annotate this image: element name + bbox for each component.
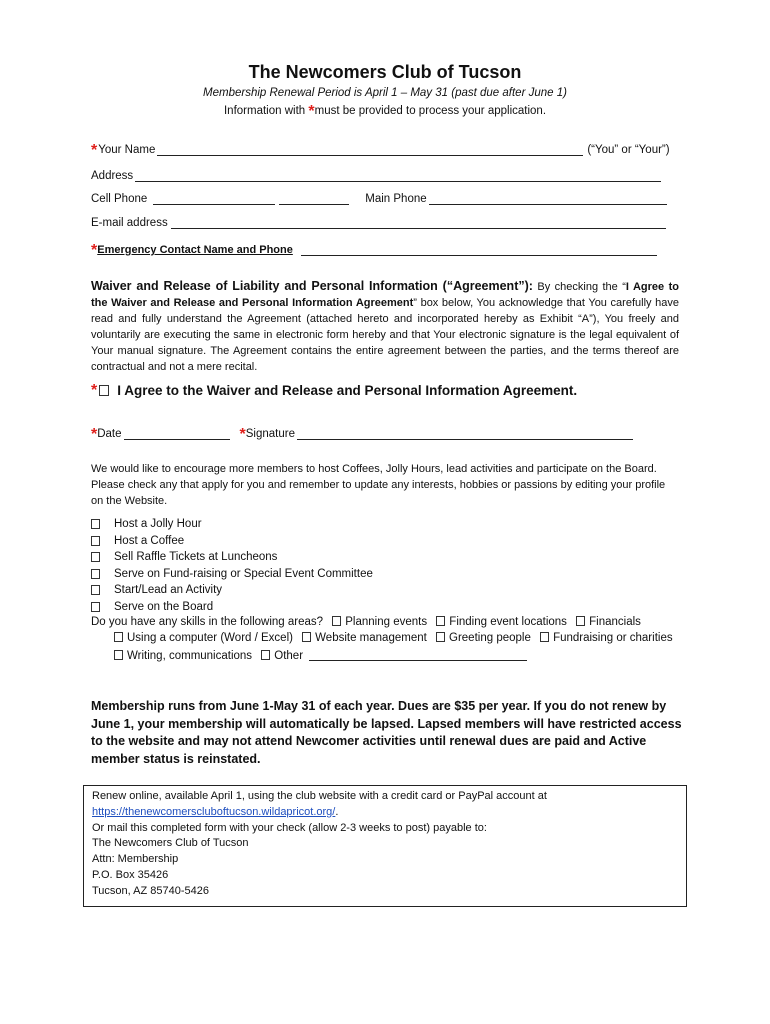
- mail-address-line-4: Tucson, AZ 85740-5426: [92, 884, 210, 897]
- date-field[interactable]: [124, 427, 230, 440]
- date-label: Date: [97, 428, 122, 440]
- your-name-suffix: (“You” or “Your”): [587, 144, 670, 156]
- list-item: Sell Raffle Tickets at Luncheons: [91, 549, 373, 566]
- skill-checkbox[interactable]: [436, 632, 445, 642]
- other-skill-field[interactable]: [309, 648, 527, 661]
- list-item: Serve on the Board: [91, 599, 373, 616]
- list-item: Serve on Fund-raising or Special Event Committee: [91, 566, 373, 583]
- emergency-contact-field[interactable]: [301, 243, 657, 256]
- option-checkbox[interactable]: [91, 519, 100, 529]
- agree-row: [91, 383, 577, 398]
- required-info-note: Information with *must be provided to process your application.: [223, 103, 547, 120]
- option-checkbox[interactable]: [91, 569, 100, 579]
- your-name-row: [91, 142, 670, 159]
- address-row: [91, 169, 661, 182]
- required-mark: *: [239, 426, 246, 443]
- cell-phone-label: Cell Phone: [91, 193, 148, 205]
- skills-row-2: Using a computer (Word / Excel) Website management Greeting people Fundraising or charities: [108, 632, 673, 644]
- skills-row-3: Writing, communications Other: [108, 648, 527, 662]
- skill-checkbox[interactable]: [302, 632, 311, 642]
- club-website-link[interactable]: https://thenewcomerscluboftucson.wildapricot.org/: [92, 805, 336, 818]
- skill-checkbox[interactable]: [540, 632, 549, 642]
- signature-field[interactable]: [297, 427, 633, 440]
- main-phone-label: Main Phone: [365, 193, 427, 205]
- address-field[interactable]: [135, 169, 661, 182]
- required-mark: *: [91, 426, 98, 443]
- volunteer-options: [91, 516, 373, 615]
- option-checkbox[interactable]: [91, 602, 100, 612]
- emergency-contact-label: Emergency Contact Name and Phone: [97, 244, 293, 256]
- skill-checkbox[interactable]: [114, 632, 123, 642]
- required-mark: *: [91, 142, 98, 159]
- renew-online-text: Renew online, available April 1, using the club website with a credit card or PayPal account at: [92, 790, 547, 802]
- email-field[interactable]: [171, 216, 666, 229]
- form-title: The Newcomers Club of Tucson: [248, 62, 522, 82]
- required-mark: *: [91, 381, 98, 399]
- skill-checkbox[interactable]: [436, 616, 445, 626]
- email-label: E-mail address: [91, 217, 168, 229]
- cell-phone-field[interactable]: [153, 192, 275, 205]
- mail-address-line-2: Attn: Membership: [92, 853, 179, 866]
- skill-checkbox[interactable]: [261, 650, 270, 660]
- mail-address-line-3: P.O. Box 35426: [92, 868, 169, 881]
- skills-question: Do you have any skills in the following areas?: [91, 616, 324, 628]
- renewal-period-subtitle: Membership Renewal Period is April 1 – May 31 (past due after June 1): [203, 87, 567, 99]
- skill-checkbox[interactable]: [576, 616, 585, 626]
- waiver-heading: Waiver and Release of Liability and Personal Information (“Agreement”):: [91, 279, 533, 293]
- required-mark: *: [91, 242, 98, 259]
- list-item: Host a Coffee: [91, 533, 373, 550]
- skills-row-1: Do you have any skills in the following areas? Planning events Finding event locations Financials: [91, 616, 641, 628]
- option-checkbox[interactable]: [91, 552, 100, 562]
- agree-label: I Agree to the Waiver and Release and Personal Information Agreement.: [117, 383, 578, 398]
- date-signature-row: [91, 426, 633, 443]
- skill-checkbox[interactable]: [114, 650, 123, 660]
- option-checkbox[interactable]: [91, 536, 100, 546]
- phone-row: [91, 192, 667, 205]
- mail-address-line-1: The Newcomers Club of Tucson: [92, 837, 249, 850]
- your-name-label: Your Name: [98, 144, 156, 156]
- address-label: Address: [91, 170, 134, 182]
- waiver-reference: I Agree to the Waiver and Release and Personal Information Agreement: [91, 281, 679, 309]
- mail-instructions: Or mail this completed form with your check (allow 2-3 weeks to post) payable to:: [92, 821, 487, 834]
- dues-notice: Membership runs from June 1-May 31 of each year. Dues are $35 per year. If you do not renew by June 1, your membership will automatically be lapsed. Lapsed members will have restricted access to the website and may not attend Newcomer activities until renewal dues are paid and Active member status is reinstated.: [91, 699, 682, 766]
- skill-checkbox[interactable]: [332, 616, 341, 626]
- emergency-row: [91, 242, 657, 259]
- renewal-instructions-box: Renew online, available April 1, using the club website with a credit card or PayPal account at https://thenewcomerscluboftucson.wildapricot.org/. Or mail this completed form with your check (allow 2-3 weeks to post) payable to: The Newcomers Club of Tucson Attn: Membership P.O. Box 35426 Tucson, AZ 85740-5426: [83, 785, 687, 907]
- agree-checkbox[interactable]: [99, 385, 109, 396]
- option-checkbox[interactable]: [91, 585, 100, 595]
- signature-label: Signature: [245, 428, 295, 440]
- volunteer-intro: We would like to encourage more members to host Coffees, Jolly Hours, lead activities and participate on the Board. Please check any that apply for you and remember to update any interests, hobbies or passions by editing your profile on the Website.: [91, 463, 666, 507]
- list-item: Start/Lead an Activity: [91, 582, 373, 599]
- waiver-paragraph: Waiver and Release of Liability and Personal Information (“Agreement”): By checking the “I Agree to the Waiver and Release and Personal Information Agreement” box below, You acknowledge that You carefully have read and fully understand the Agreement (attached hereto and incorporated hereby as Exhibit “A”), You freely and voluntarily are executing the same in electronic form hereby and that Your electronic signature is the legal equivalent of Your manual signature. The Agreement contains the entire agreement between the parties, and the terms thereof are contractual and not a mere recital.: [91, 279, 679, 373]
- cell-phone-field-2[interactable]: [279, 192, 349, 205]
- your-name-field[interactable]: [157, 143, 583, 156]
- list-item: Host a Jolly Hour: [91, 516, 373, 533]
- email-row: [91, 216, 666, 229]
- required-mark: *: [308, 103, 315, 120]
- main-phone-field[interactable]: [429, 192, 667, 205]
